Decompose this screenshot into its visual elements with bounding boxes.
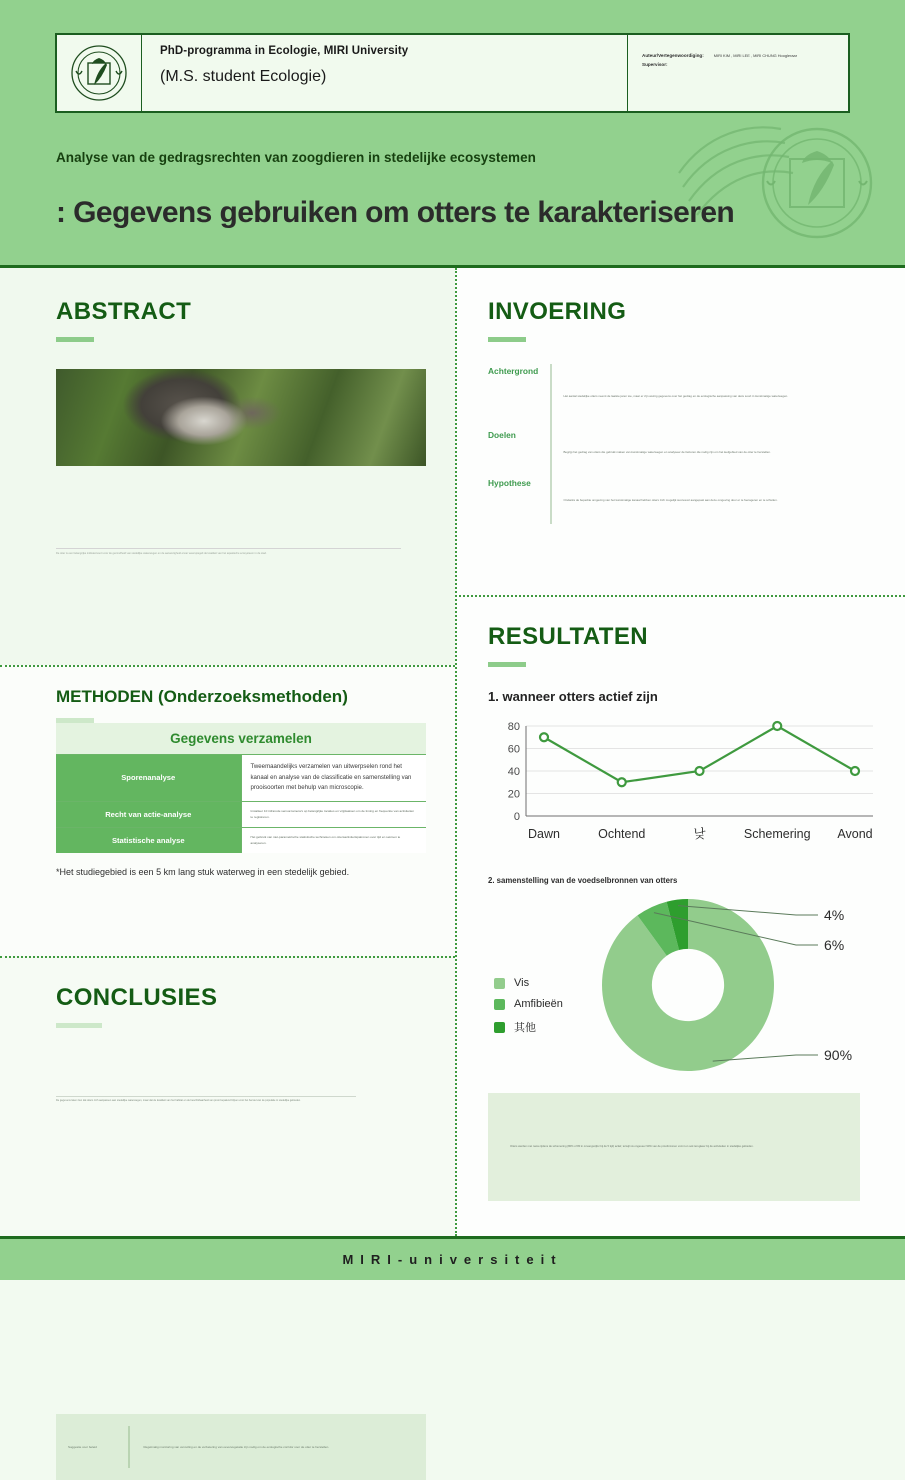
legend-item bbox=[494, 998, 563, 1010]
legend-label: Vis bbox=[514, 977, 530, 989]
abstract-divider bbox=[56, 548, 401, 549]
invoering-row-label: Hypothese bbox=[488, 478, 531, 488]
header-info-strip bbox=[55, 33, 850, 113]
methoden-note: *Het studiegebied is een 5 km lang stuk waterweg in een stedelijk gebied. bbox=[56, 867, 350, 878]
header-title-cell bbox=[142, 35, 628, 111]
legend-label: 其他 bbox=[514, 1022, 536, 1034]
svg-text:Ochtend: Ochtend bbox=[598, 827, 646, 841]
legend-item bbox=[494, 977, 563, 989]
svg-text:4%: 4% bbox=[824, 907, 845, 923]
table-header-cell: Gegevens verzamelen bbox=[56, 723, 426, 755]
section-resultaten bbox=[455, 595, 905, 1236]
poster-footer bbox=[0, 1236, 905, 1280]
legend-label: Amfibieën bbox=[514, 998, 563, 1010]
student-line: (M.S. student Ecologie) bbox=[160, 68, 327, 85]
horizontal-divider-left-1 bbox=[0, 665, 455, 667]
invoering-row bbox=[488, 364, 875, 428]
footer-text: MIRI-universiteit bbox=[342, 1252, 563, 1267]
row-label: Recht van actie-analyse bbox=[56, 801, 241, 827]
author-names: MIRI KIM , MIRI LEE , MIRI CHUNG Hoogleraar bbox=[713, 53, 797, 58]
svg-text:6%: 6% bbox=[824, 937, 845, 953]
supervisor-label: Supervisor: bbox=[642, 61, 668, 67]
donut-legend bbox=[494, 977, 563, 1044]
highlight-label: Suggestie voor beleid bbox=[68, 1445, 97, 1449]
poster-title: : Gegevens gebruiken om otters te karakteriseren bbox=[56, 196, 735, 229]
svg-text:Schemering: Schemering bbox=[743, 827, 811, 841]
author-label: Auteur/Vertegenwoordiging: bbox=[642, 53, 704, 58]
invoering-row-bar bbox=[550, 476, 552, 524]
svg-text:80: 80 bbox=[507, 721, 520, 733]
conclusies-highlight-box bbox=[56, 1414, 426, 1480]
highlight-text: Regelmatig monitoring van vervuiling en de verbetering van oevervegetatie zijn nodig om de ecologische corridor voor de otter te herstellen. bbox=[143, 1445, 330, 1449]
svg-text:낮: 낮 bbox=[693, 827, 706, 841]
methoden-heading: METHODEN (Onderzoeksmethoden) bbox=[56, 687, 348, 706]
legend-swatch-icon bbox=[494, 978, 505, 989]
chart2-title: 2. samenstelling van de voedselbronnen van otters bbox=[488, 876, 678, 885]
svg-text:Avond: Avond bbox=[837, 827, 873, 841]
legend-item bbox=[494, 1019, 563, 1035]
row-label: Statistische analyse bbox=[56, 828, 241, 854]
legend-swatch-icon bbox=[494, 1022, 505, 1033]
poster-header bbox=[0, 0, 905, 268]
conclusies-body: De gegevens laten zien dat otters zich aanpassen aan stedelijke waterwegen, maar dat de kwaliteit van het habitat en de beschikbaarheid van prooi bepalend blijven voor het herstel van de populatie in stedelijke gebieden. bbox=[56, 1099, 301, 1102]
svg-text:20: 20 bbox=[507, 788, 520, 801]
poster-subtitle: Analyse van de gedragsrechten van zoogdieren in stedelijke ecosystemen bbox=[56, 150, 536, 165]
invoering-heading: INVOERING bbox=[488, 298, 627, 325]
section-methoden bbox=[0, 665, 455, 956]
conclusies-rule bbox=[56, 1023, 102, 1028]
invoering-row-bar bbox=[550, 364, 552, 428]
table-row bbox=[56, 755, 426, 802]
svg-text:Dawn: Dawn bbox=[528, 827, 560, 841]
author-cell bbox=[628, 35, 848, 111]
invoering-row-text: Het aantal stedelijke otters neemt de laatste jaren toe, maar er zijn weinig gegevens over het gedrag en de ecologische aanpassing van deze soort in kunstmatige waterwegen. bbox=[563, 393, 788, 398]
svg-text:0: 0 bbox=[513, 811, 520, 823]
horizontal-divider-left-2 bbox=[0, 956, 455, 958]
abstract-body: De otter is een belangrijke indicatorsoort voor de gezondheid van stedelijke waterwegen en de aanwezigheid ervan weerspiegelt de kwaliteit van het aquatische ecosysteem in de stad. bbox=[56, 552, 267, 555]
row-desc: Het gebruik van niet-parametrische statistische technieken om ottersactiviteitspatronen over tijd en seizoen te analyseren. bbox=[250, 835, 401, 845]
resultaten-heading: RESULTATEN bbox=[488, 623, 648, 650]
invoering-row-label: Doelen bbox=[488, 430, 516, 440]
invoering-row-text: Begrijp het gedrag van otters die gebruik maken van kunstmatige waterwegen en analyseer de factoren die nodig zijn om het leefgebied van de otter te herstellen. bbox=[563, 449, 771, 454]
invoering-row-bar bbox=[550, 428, 552, 476]
resultaten-summary-box bbox=[488, 1093, 860, 1201]
diet-donut-chart bbox=[488, 893, 883, 1081]
author-labels bbox=[642, 52, 704, 111]
svg-text:90%: 90% bbox=[824, 1047, 853, 1063]
department-line: PhD-programma in Ecologie, MIRI University bbox=[160, 45, 409, 57]
abstract-heading: ABSTRACT bbox=[56, 298, 192, 325]
horizontal-divider-right bbox=[455, 595, 905, 597]
section-invoering bbox=[455, 268, 905, 595]
otter-photo bbox=[56, 369, 426, 466]
university-crest-icon bbox=[68, 42, 130, 104]
invoering-row-text: Ondanks de beperkte omgeving van het kunstmatige kanaal hebben otters zich mogelijk succesvol aangepast aan deze omgeving door er te foerageren en te schuilen. bbox=[563, 497, 778, 502]
logo-cell bbox=[57, 35, 142, 111]
resultaten-rule bbox=[488, 662, 526, 667]
table-header-row bbox=[56, 723, 426, 755]
invoering-row bbox=[488, 476, 875, 524]
university-stamp-watermark-icon bbox=[677, 115, 887, 260]
activity-line-chart bbox=[488, 718, 878, 846]
vertical-divider bbox=[455, 268, 457, 1236]
invoering-row-label: Achtergrond bbox=[488, 366, 539, 376]
invoering-row bbox=[488, 428, 875, 476]
invoering-rule bbox=[488, 337, 526, 342]
methoden-table bbox=[56, 723, 426, 853]
chart1-title: 1. wanneer otters actief zijn bbox=[488, 689, 658, 704]
conclusies-divider bbox=[56, 1096, 356, 1097]
svg-text:60: 60 bbox=[507, 743, 520, 756]
abstract-rule bbox=[56, 337, 94, 342]
table-row bbox=[56, 801, 426, 827]
resultaten-summary-text: Otters werden met name tijdens de schemering (80% of 80 in onvangscijfer bij de 5 tijd) actief, terwijl vis ongeveer 90% van de prooibronnen vormt en ook terugkeer bij de activiteiten in stedelijke gebieden. bbox=[510, 1144, 754, 1148]
row-desc: Tweemaandelijks verzamelen van uitwerpselen rond het kanaal en analyse van de classificatie en samenstelling van prooisoorten met behulp van microscopie. bbox=[250, 763, 412, 792]
table-row bbox=[56, 828, 426, 854]
legend-swatch-icon bbox=[494, 999, 505, 1010]
section-abstract bbox=[0, 268, 455, 665]
svg-text:40: 40 bbox=[507, 766, 520, 778]
row-label: Sporenanalyse bbox=[56, 755, 241, 802]
conclusies-heading: CONCLUSIES bbox=[56, 984, 218, 1011]
row-desc: Installeer 10 infrarode sensorcamera's op belangrijke locaties en vrijplaatsen om de timing en frequentie van activiteiten te registreren. bbox=[250, 808, 415, 819]
